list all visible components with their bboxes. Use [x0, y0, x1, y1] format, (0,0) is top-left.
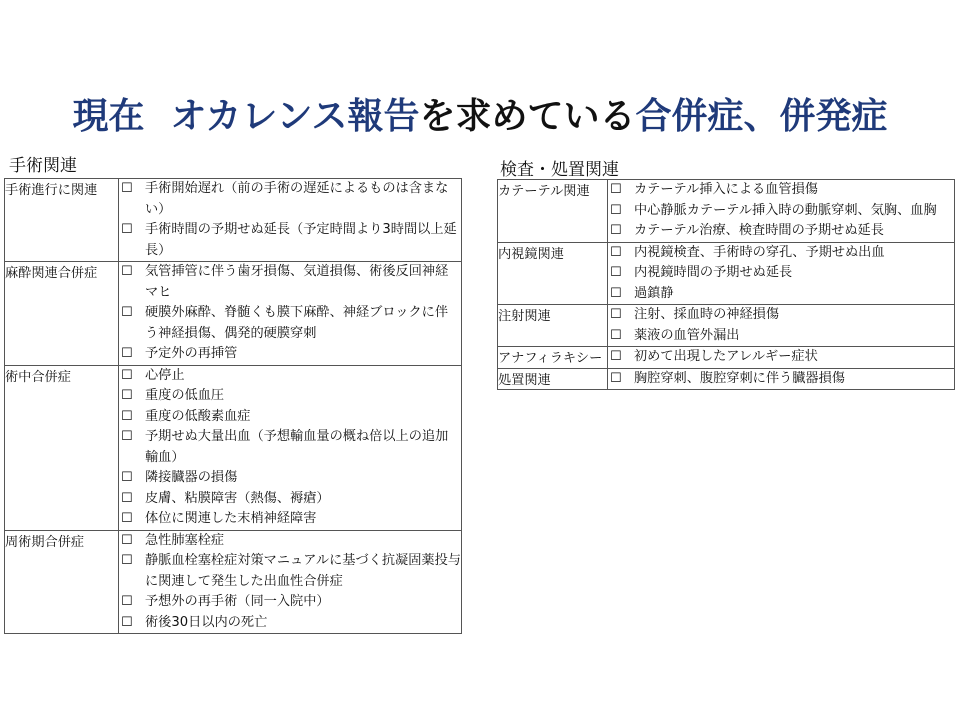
item-text: 硬膜外麻酔、脊髄くも膜下麻酔、神経ブロックに伴う神経損傷、偶発的硬膜穿刺 [145, 305, 449, 341]
surgery-complications-table [4, 178, 462, 634]
items-cell [608, 242, 955, 305]
checkbox-icon[interactable]: ☐ [610, 327, 622, 343]
list-item [119, 407, 461, 428]
items-cell [119, 179, 462, 262]
category-cell: 内視鏡関連 [498, 242, 608, 305]
page-title [0, 88, 960, 139]
item-text: 術後30日以内の死亡 [145, 614, 268, 630]
table-row [498, 242, 955, 305]
category-cell: 処置関連 [498, 368, 608, 390]
category-cell: 周術期合併症 [5, 530, 119, 634]
checkbox-icon[interactable]: ☐ [121, 408, 133, 424]
table-row [498, 368, 955, 390]
checkbox-icon[interactable]: ☐ [610, 265, 622, 280]
list-item [119, 303, 461, 344]
list-item [119, 468, 461, 489]
list-item [119, 613, 461, 634]
title-part-complications: 合併症、併発症 [635, 96, 888, 137]
checkbox-icon[interactable]: ☐ [121, 470, 133, 485]
title-part-request: を求めている [419, 96, 636, 137]
checkbox-icon[interactable]: ☐ [121, 553, 133, 568]
category-cell: 術中合併症 [5, 365, 119, 530]
checkbox-icon[interactable]: ☐ [610, 285, 622, 301]
list-item [119, 427, 461, 468]
items-cell [119, 262, 462, 366]
right-section-heading: 検査・処置関連 [500, 160, 619, 180]
checkbox-icon[interactable]: ☐ [121, 346, 133, 361]
item-text: 過鎮静 [634, 285, 674, 301]
item-text: 心停止 [145, 367, 185, 383]
checkbox-icon[interactable]: ☐ [610, 182, 622, 197]
item-text: 初めて出現したアレルギー症状 [634, 349, 818, 364]
list-item [119, 366, 461, 387]
checkbox-icon[interactable]: ☐ [610, 307, 622, 322]
item-text: 体位に関連した末梢神経障害 [145, 511, 317, 526]
list-item [608, 369, 954, 390]
items-cell [608, 180, 955, 243]
list-item [119, 386, 461, 407]
items-cell [119, 530, 462, 634]
category-cell: 麻酔関連合併症 [5, 262, 119, 366]
checkbox-icon[interactable]: ☐ [610, 370, 622, 386]
list-item [119, 262, 461, 303]
checkbox-icon[interactable]: ☐ [610, 349, 622, 364]
table-row [5, 365, 462, 530]
list-item [608, 347, 954, 368]
item-text: カテーテル挿入による血管損傷 [634, 182, 818, 197]
checkbox-icon[interactable]: ☐ [121, 490, 133, 506]
list-item [608, 201, 954, 222]
list-item [608, 263, 954, 284]
item-text: 皮膚、粘膜障害（熱傷、褥瘡） [145, 490, 330, 506]
list-item [608, 284, 954, 305]
item-text: 内視鏡時間の予期せぬ延長 [634, 265, 793, 280]
checkbox-icon[interactable]: ☐ [121, 511, 133, 526]
checkbox-icon[interactable]: ☐ [121, 222, 133, 237]
items-cell [608, 305, 955, 347]
list-item [608, 305, 954, 326]
item-text: 予想外の再手術（同一入院中） [145, 594, 330, 609]
item-text: 重度の低血圧 [145, 388, 225, 403]
item-text: 注射、採血時の神経損傷 [634, 307, 780, 322]
list-item [608, 243, 954, 264]
item-text: 隣接臓器の損傷 [145, 470, 238, 485]
items-cell [608, 368, 955, 390]
item-text: 予期せぬ大量出血（予想輸血量の概ね倍以上の追加輸血） [145, 429, 449, 465]
item-text: 急性肺塞栓症 [145, 532, 225, 548]
table-row [498, 347, 955, 369]
procedure-complications-table [497, 179, 955, 390]
title-part-occurrence: オカレンス報告 [170, 96, 420, 137]
checkbox-icon[interactable]: ☐ [121, 264, 133, 279]
table-row [5, 262, 462, 366]
table-row [498, 305, 955, 347]
category-cell: カテーテル関連 [498, 180, 608, 243]
checkbox-icon[interactable]: ☐ [610, 202, 622, 218]
item-text: 中心静脈カテーテル挿入時の動脈穿刺、気胸、血胸 [634, 202, 937, 218]
table-row [5, 530, 462, 634]
list-item [608, 326, 954, 347]
list-item [119, 509, 461, 530]
category-cell: アナフィラキシー [498, 347, 608, 369]
list-item [119, 344, 461, 365]
item-text: 静脈血栓塞栓症対策マニュアルに基づく抗凝固薬投与に関連して発生した出血性合併症 [145, 553, 461, 589]
checkbox-icon[interactable]: ☐ [121, 614, 133, 630]
checkbox-icon[interactable]: ☐ [121, 367, 133, 383]
list-item [119, 489, 461, 510]
items-cell [608, 347, 955, 369]
checkbox-icon[interactable]: ☐ [121, 532, 133, 548]
list-item [119, 531, 461, 552]
list-item [119, 220, 461, 261]
list-item [119, 179, 461, 220]
item-text: 胸腔穿刺、腹腔穿刺に伴う臓器損傷 [634, 370, 845, 386]
item-text: 手術開始遅れ（前の手術の遅延によるものは含まない） [145, 181, 449, 217]
item-text: 気管挿管に伴う歯牙損傷、気道損傷、術後反回神経マヒ [145, 264, 449, 300]
checkbox-icon[interactable]: ☐ [121, 305, 133, 320]
list-item [119, 551, 461, 592]
checkbox-icon[interactable]: ☐ [121, 429, 133, 444]
checkbox-icon[interactable]: ☐ [121, 388, 133, 403]
item-text: 薬液の血管外漏出 [634, 327, 740, 343]
checkbox-icon[interactable]: ☐ [610, 223, 622, 238]
item-text: 重度の低酸素血症 [145, 408, 251, 424]
left-section-heading: 手術関連 [9, 156, 77, 176]
checkbox-icon[interactable]: ☐ [121, 594, 133, 609]
item-text: 予定外の再挿管 [145, 346, 238, 361]
title-part-current: 現在 [72, 96, 145, 137]
list-item [608, 180, 954, 201]
list-item [608, 221, 954, 242]
item-text: カテーテル治療、検査時間の予期せぬ延長 [634, 223, 884, 238]
category-cell: 注射関連 [498, 305, 608, 347]
category-cell: 手術進行に関連 [5, 179, 119, 262]
checkbox-icon[interactable]: ☐ [121, 181, 133, 196]
list-item [119, 592, 461, 613]
table-row [5, 179, 462, 262]
checkbox-icon[interactable]: ☐ [610, 244, 622, 260]
item-text: 手術時間の予期せぬ延長（予定時間より3時間以上延長） [145, 222, 457, 258]
item-text: 内視鏡検査、手術時の穿孔、予期せぬ出血 [634, 244, 885, 260]
items-cell [119, 365, 462, 530]
table-row [498, 180, 955, 243]
